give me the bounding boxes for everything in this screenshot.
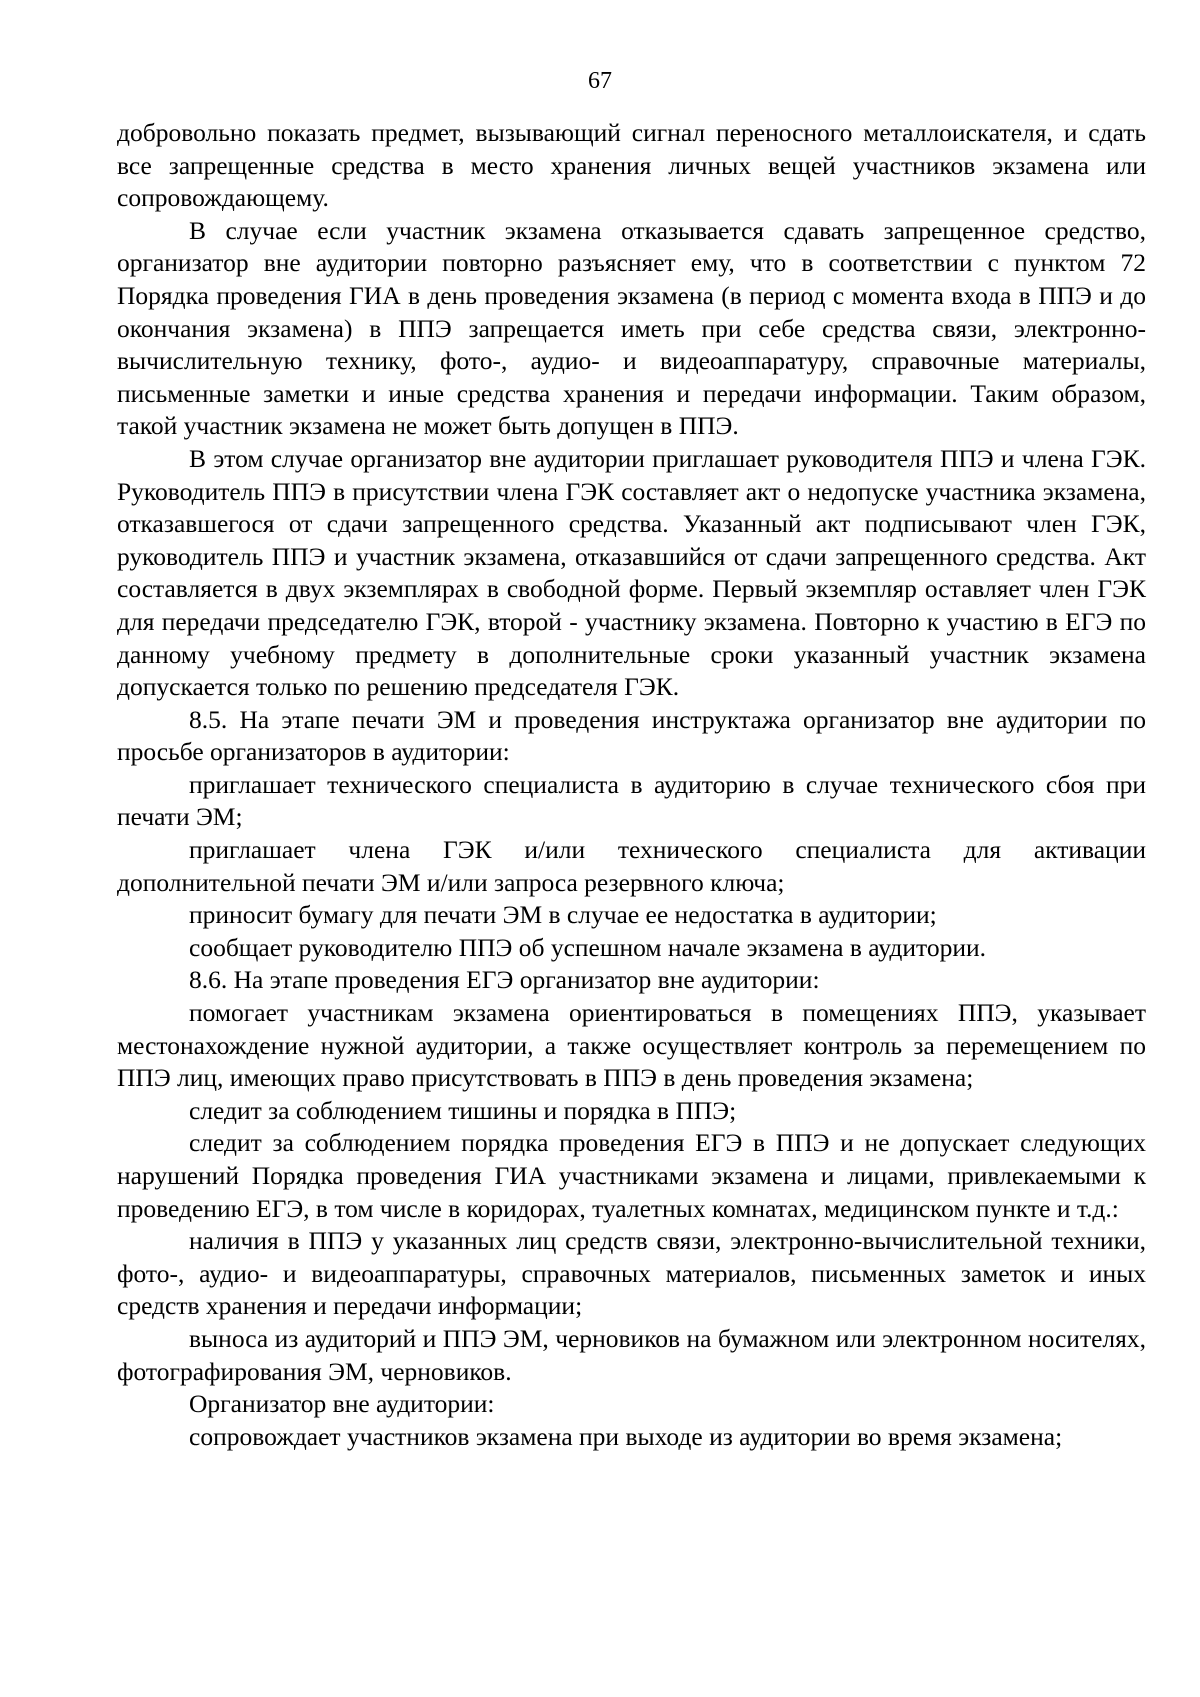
paragraph: Организатор вне аудитории: <box>189 1389 495 1419</box>
paragraph: приносит бумагу для печати ЭМ в случае ее недостатка в аудитории; <box>189 900 937 930</box>
page-number: 67 <box>588 68 612 94</box>
body-text <box>117 117 1146 1453</box>
paragraph: приглашает технического специалиста в аудиторию в случае технического сбоя при печати ЭМ; <box>117 769 1146 832</box>
paragraph: добровольно показать предмет, вызывающий сигнал переносного металлоискателя, и сдать все запрещенные средства в место хранения личных вещей участников экзамена или сопровождающему. <box>117 118 1146 213</box>
paragraph: следит за соблюдением тишины и порядка в ППЭ; <box>189 1095 737 1125</box>
paragraph: помогает участникам экзамена ориентироваться в помещениях ППЭ, указывает местонахождение нужной аудитории, а также осуществляет контроль за перемещением по ППЭ лиц, имеющих право присутствовать в ППЭ в день проведения экзамена; <box>117 998 1146 1093</box>
paragraph: 8.5. На этапе печати ЭМ и проведения инструктажа организатор вне аудитории по просьбе организаторов в аудитории: <box>117 704 1146 767</box>
paragraph: сопровождает участников экзамена при выходе из аудитории во время экзамена; <box>189 1421 1063 1451</box>
paragraph: В этом случае организатор вне аудитории приглашает руководителя ППЭ и члена ГЭК. Руководитель ППЭ в присутствии члена ГЭК составляет акт о недопуске участника экзамена, отказавшегося от сдачи запрещенного средства. Указанный акт подписывают член ГЭК, руководитель ППЭ и участник экзамена, отказавшийся от сдачи запрещенного средства. Акт составляется в двух экземплярах в свободной форме. Первый экземпляр оставляет член ГЭК для передачи председателю ГЭК, второй - участнику экзамена. Повторно к участию в ЕГЭ по данному учебному предмету в дополнительные сроки указанный участник экзамена допускается только по решению председателя ГЭК. <box>117 443 1146 702</box>
paragraph: приглашает члена ГЭК и/или технического специалиста для активации дополнительной печати ЭМ и/или запроса резервного ключа; <box>117 835 1146 897</box>
paragraph: наличия в ППЭ у указанных лиц средств связи, электронно-вычислительной техники, фото-, аудио- и видеоаппаратуры, справочных материалов, письменных заметок и иных средств хранения и передачи информации; <box>117 1226 1146 1321</box>
paragraph: В случае если участник экзамена отказывается сдавать запрещенное средство, организатор вне аудитории повторно разъясняет ему, что в соответствии с пунктом 72 Порядка проведения ГИА в день проведения экзамена (в период с момента входа в ППЭ и до окончания экзамена) в ППЭ запрещается иметь при себе средства связи, электронно-вычислительную технику, фото-, аудио- и видеоаппаратуру, справочные материалы, письменные заметки и иные средства хранения и передачи информации. Таким образом, такой участник экзамена не может быть допущен в ППЭ. <box>117 215 1146 441</box>
paragraph: сообщает руководителю ППЭ об успешном начале экзамена в аудитории. <box>189 932 987 962</box>
paragraph: 8.6. На этапе проведения ЕГЭ организатор вне аудитории: <box>189 965 820 995</box>
paragraph: выноса из аудиторий и ППЭ ЭМ, черновиков на бумажном или электронном носителях, фотографирования ЭМ, черновиков. <box>117 1323 1146 1386</box>
paragraph: следит за соблюдением порядка проведения ЕГЭ в ППЭ и не допускает следующих нарушений Порядка проведения ГИА участниками экзамена и лицами, привлекаемыми к проведению ЕГЭ, в том числе в коридорах, туалетных комнатах, медицинском пункте и т.д.: <box>117 1128 1146 1223</box>
